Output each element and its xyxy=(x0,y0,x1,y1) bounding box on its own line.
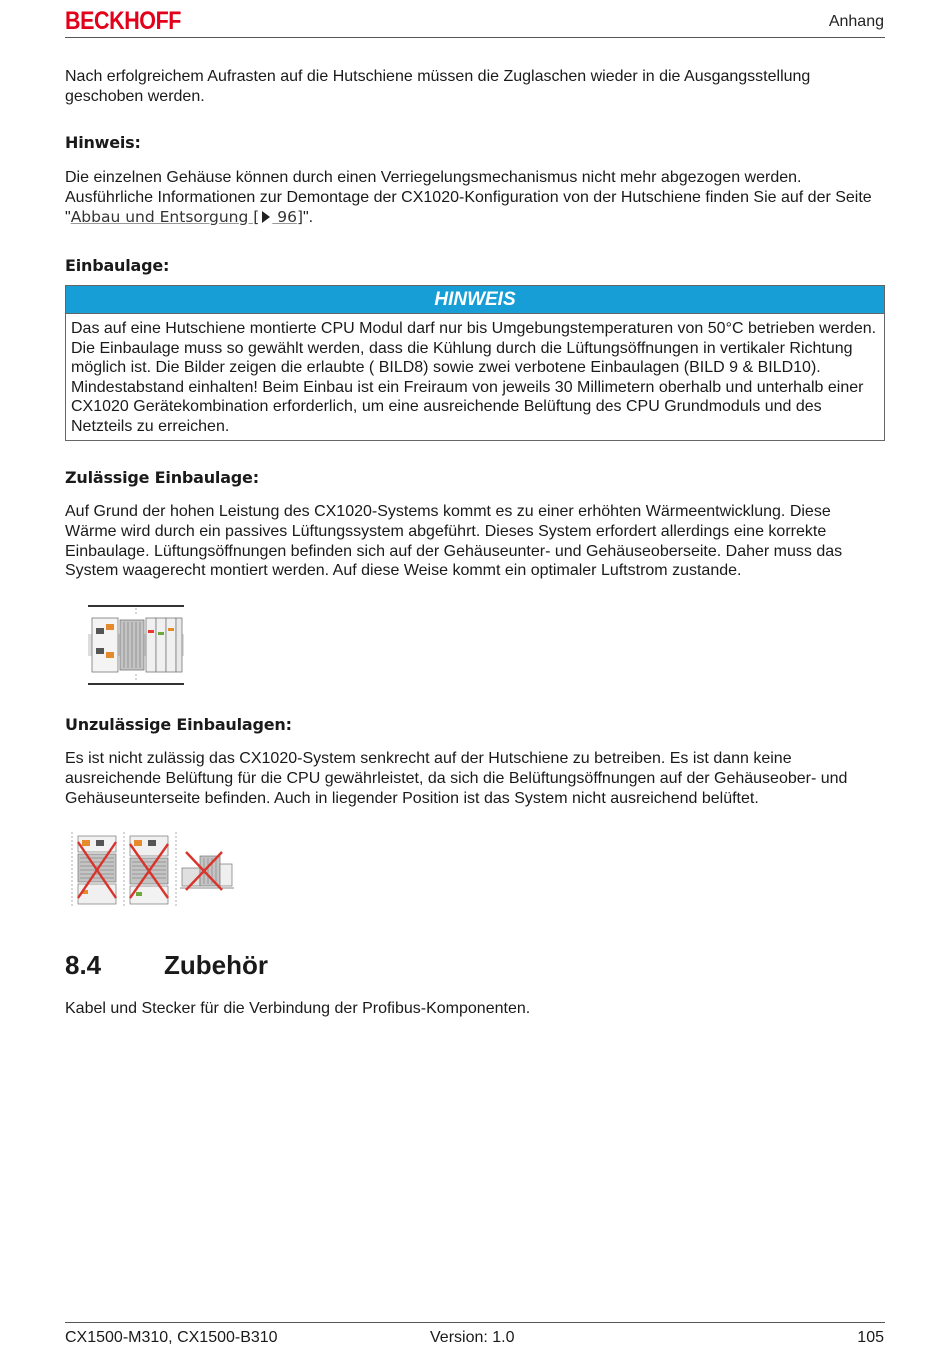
zulaessig-heading: Zulässige Einbaulage: xyxy=(65,468,259,487)
forbidden-vertical-1 xyxy=(72,832,116,908)
forbidden-vertical-2 xyxy=(124,832,168,908)
allowed-mounting-image xyxy=(88,604,184,686)
section-title: Anhang xyxy=(828,13,884,30)
einbaulage-heading: Einbaulage: xyxy=(65,256,170,275)
chapter-paragraph: Kabel und Stecker für die Verbindung der Profibus-Komponenten. xyxy=(65,1000,531,1017)
footer-page-number: 105 xyxy=(857,1329,884,1346)
link-abbau-entsorgung[interactable] xyxy=(71,208,303,226)
page-arrow-icon xyxy=(262,211,270,223)
footer-product: CX1500-M310, CX1500-B310 xyxy=(65,1329,278,1346)
chapter-title: Zubehör xyxy=(164,950,268,980)
forbidden-lying xyxy=(176,832,234,908)
note-title: HINWEIS xyxy=(66,286,884,314)
hinweis-paragraph xyxy=(65,168,885,227)
footer-version: Version: 1.0 xyxy=(430,1329,515,1346)
link-page: 96] xyxy=(272,207,303,226)
hinweis-note-box xyxy=(65,285,885,441)
zulaessig-paragraph: Auf Grund der hohen Leistung des CX1020-Systems kommt es zu einer erhöhten Wärmeentwicklung. Diese Wärme wird durch ein passives Lüftungssystem abgeführt. Dieses System erfordert allerdings eine korrekte Einbaulage. Lüftungsöffnungen befinden sich auf der Gehäuseunter- und Gehäuseoberseite. Daher muss das System waagerecht montiert werden. Auf diese Weise kommt ein optimaler Luftstrom zustande. xyxy=(65,503,843,580)
header-rule xyxy=(65,37,885,38)
intro-paragraph: Nach erfolgreichem Aufrasten auf die Hutschiene müssen die Zuglaschen wieder in die Ausgangsstellung geschoben werden. xyxy=(65,68,811,105)
unzulaessig-heading: Unzulässige Einbaulagen: xyxy=(65,715,292,734)
forbidden-mounting-images xyxy=(70,832,236,908)
note-text: Das auf eine Hutschiene montierte CPU Modul darf nur bis Umgebungstemperaturen von 50°C betrieben werden. Die Einbaulage muss so gewählt werden, dass die Kühlung durch die Lüftungsöffnungen in vertikaler Richtung möglich ist. Die Bilder zeigen die erlaubte ( BILD8) sowie zwei verbotene Einbaulagen (BILD 9 & BILD10). Mindestabstand einhalten! Beim Einbau ist ein Freiraum von jeweils 30 Millimetern oberhalb und unterhalb einer CX1020 Gerätekombination erforderlich, um eine ausreichende Belüftung des CPU Grundmoduls und des Netzteils zu erreichen. xyxy=(71,320,877,435)
hinweis-heading: Hinweis: xyxy=(65,133,141,152)
footer-rule xyxy=(65,1322,885,1323)
chapter-number: 8.4 xyxy=(65,950,102,980)
hinweis-text-end: ". xyxy=(303,208,314,226)
unzulaessig-paragraph: Es ist nicht zulässig das CX1020-System senkrecht auf der Hutschiene zu betreiben. Es ist dann keine ausreichende Belüftung für die CPU gewährleistet, da sich die Belüftungsöffnungen auf der Gehäuseober- und Gehäuseunterseite befinden. Auch in liegender Position ist das System nicht ausreichend belüftet. xyxy=(65,750,848,807)
beckhoff-logo: BECKHOFF xyxy=(65,7,182,35)
hinweis-text: Die einzelnen Gehäuse können durch einen Verriegelungsmechanismus nicht mehr abgezogen werden. Ausführliche Informationen zur Demontage der CX1020-Konfiguration von der Hutschiene finden Sie auf der Seite " xyxy=(65,169,872,226)
link-label: Abbau und Entsorgung [ xyxy=(70,207,260,226)
